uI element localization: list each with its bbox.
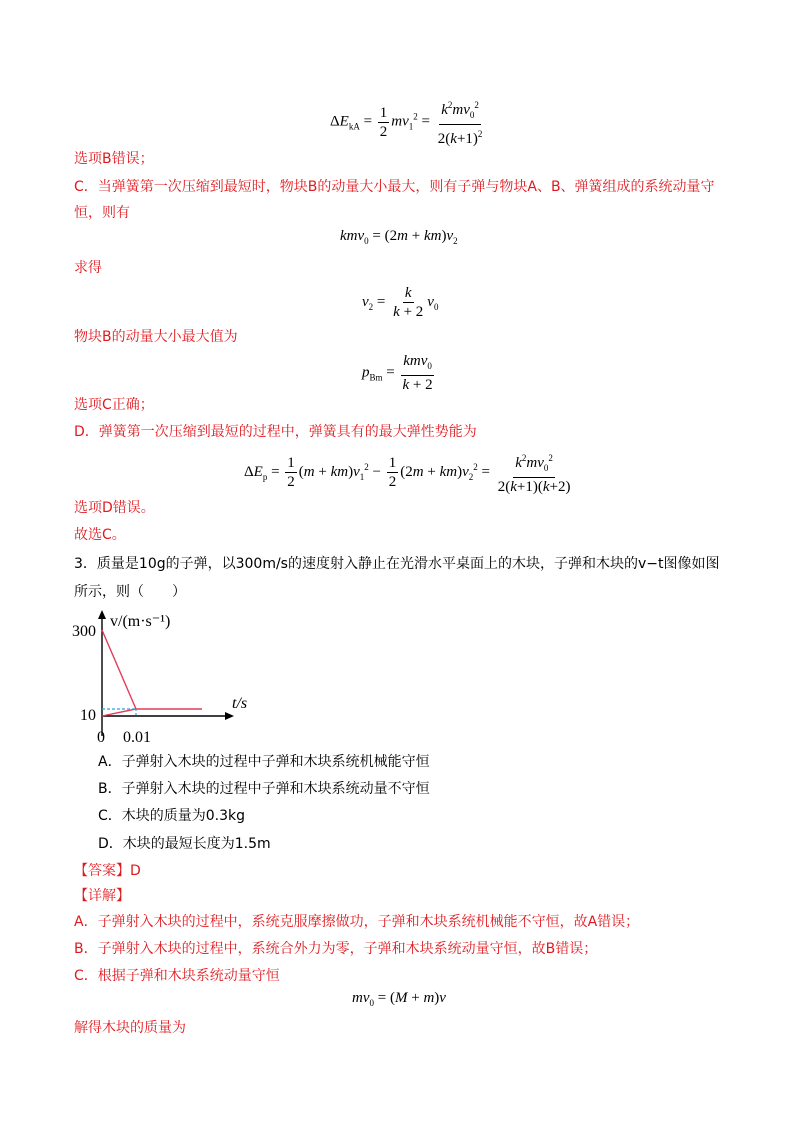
answer-label: 【答案】D bbox=[74, 863, 141, 879]
text-line: 求得 bbox=[74, 260, 102, 276]
origin-label: 0 bbox=[97, 729, 105, 746]
question-text: 3．质量是10g的子弹，以300m/s的速度射入静止在光滑水平桌面上的木块，子弹和木块的v−t图像如图 bbox=[74, 556, 720, 572]
text-line: D．弹簧第一次压缩到最短的过程中，弹簧具有的最大弹性势能为 bbox=[74, 424, 477, 440]
equation-v2: $v_2$ = $\frac{k}{k + 2}$ $v_0$ bbox=[362, 285, 439, 320]
y-axis-label: v/(m·s⁻¹) bbox=[110, 613, 171, 630]
text-line: 选项D错误。 bbox=[74, 500, 155, 516]
text-line: 选项B错误； bbox=[74, 151, 154, 167]
detail-b: B．子弹射入木块的过程中，系统合外力为零，子弹和木块系统动量守恒，故B错误； bbox=[74, 941, 598, 957]
option-c: C．木块的质量为0.3kg bbox=[98, 808, 246, 824]
equation-momentum: $kmv_0 = (2m + km)v_2$ bbox=[340, 228, 458, 246]
detail-a: A．子弹射入木块的过程中，系统克服摩擦做功，子弹和木块系统机械能不守恒，故A错误； bbox=[74, 914, 640, 930]
option-b: B．子弹射入木块的过程中子弹和木块系统动量不守恒 bbox=[98, 781, 430, 797]
x-axis-arrow bbox=[225, 712, 234, 720]
equation-elastic-energy: $\Delta E_p$ = $\frac{1}{2}$ $(m + km)v_1^2$ − $\frac{1}{2}$ $(2m + km)v_2^2$ = $\frac{k^2mv_0^2}{2(k+1)(k+2)}$ bbox=[244, 449, 574, 496]
equation-total-momentum: $mv_0 = (M + m)v$ bbox=[352, 990, 446, 1008]
bullet-line bbox=[102, 630, 136, 709]
detail-c: C．根据子弹和木块系统动量守恒 bbox=[74, 968, 280, 984]
text-line: 恒，则有 bbox=[74, 205, 130, 221]
y-tick-300: 300 bbox=[72, 623, 96, 640]
block-line bbox=[102, 709, 136, 716]
x-axis-label: t/s bbox=[232, 695, 248, 712]
option-d: D．木块的最短长度为1.5m bbox=[98, 836, 271, 852]
text-line: 故选C。 bbox=[74, 527, 126, 543]
equation-pbm: $p_{Bm}$ = $\frac{kmv_0}{k + 2}$ bbox=[362, 353, 433, 393]
text-line: C．当弹簧第一次压缩到最短时，物块B的动量大小最大，则有子弹与物块A、B、弹簧组成的系统动量守 bbox=[74, 179, 715, 195]
y-axis-arrow bbox=[98, 610, 106, 619]
detail-d: 解得木块的质量为 bbox=[74, 1020, 186, 1036]
x-tick-001: 0.01 bbox=[123, 729, 151, 746]
question-text: 所示，则（ ） bbox=[74, 584, 186, 600]
y-tick-10: 10 bbox=[80, 707, 96, 724]
option-a: A．子弹射入木块的过程中子弹和木块系统机械能守恒 bbox=[98, 754, 430, 770]
vt-graph bbox=[70, 608, 300, 750]
text-line: 物块B的动量大小最大值为 bbox=[74, 329, 238, 345]
detail-label: 【详解】 bbox=[74, 888, 130, 904]
equation-kinetic-energy: $\Delta E_{kA}$ = $\frac{1}{2}$ $mv_1^2$ = $\frac{k^2mv_0^2}{2(k+1)^2}$ bbox=[330, 96, 486, 148]
text-line: 选项C正确； bbox=[74, 397, 154, 413]
